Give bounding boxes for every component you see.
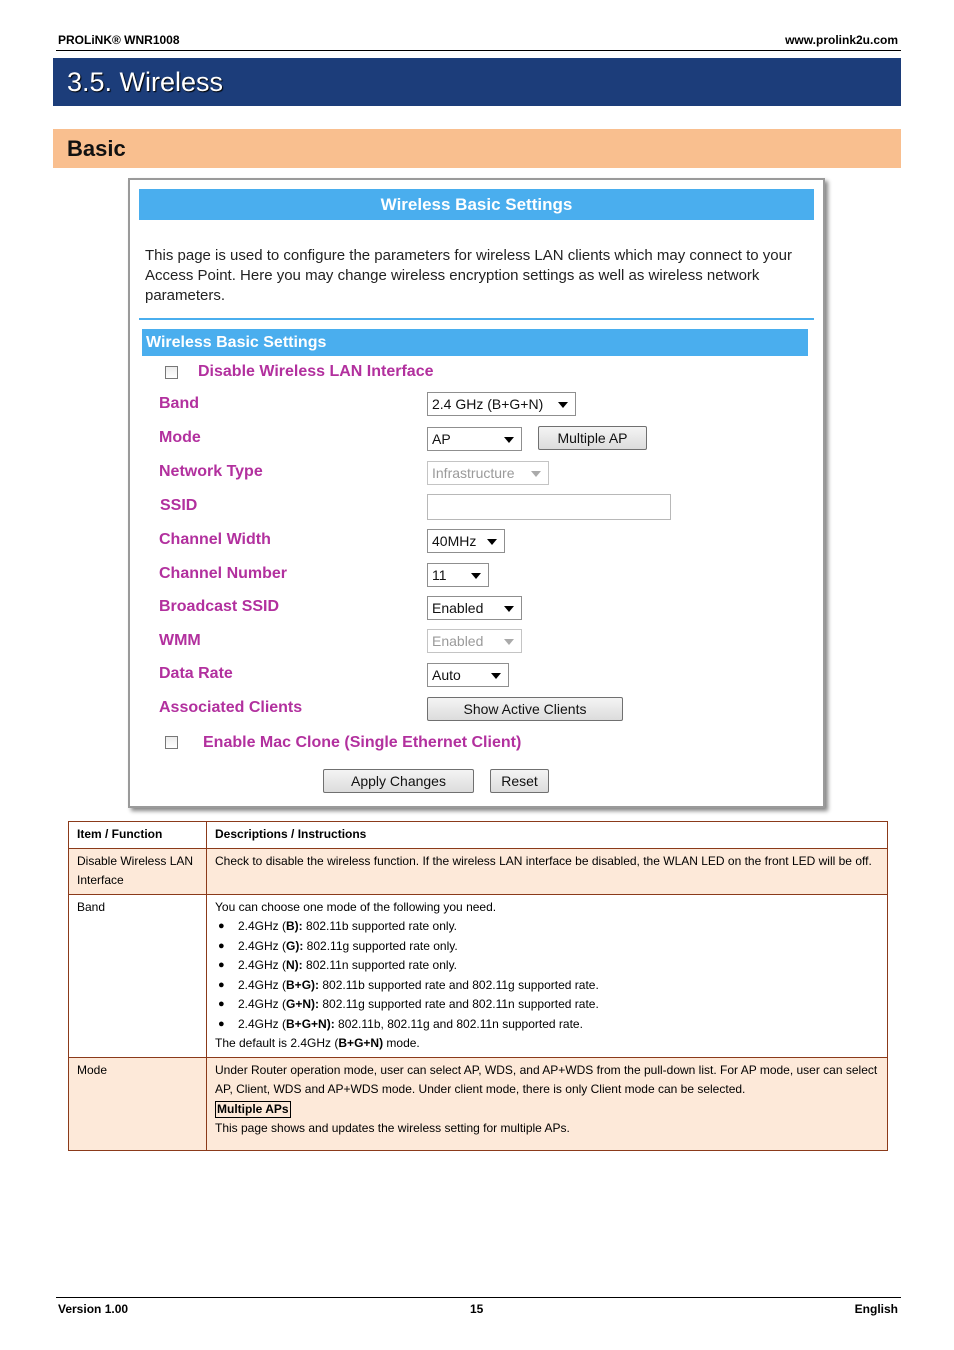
- band-label: Band: [159, 395, 199, 412]
- wmm-label: WMM: [159, 632, 201, 649]
- table-cell-item: Disable Wireless LAN Interface: [69, 848, 207, 894]
- wmm-select[interactable]: [427, 629, 522, 653]
- table-row: [69, 1057, 888, 1150]
- header-divider: [56, 50, 901, 51]
- header-product: PROLiNK® WNR1008: [58, 33, 180, 47]
- screenshot-divider: [139, 318, 814, 320]
- table-cell-description: [207, 1057, 888, 1150]
- reset-button[interactable]: Reset: [490, 769, 549, 793]
- table-row: [69, 848, 888, 894]
- ssid-input[interactable]: [427, 494, 671, 520]
- chevron-down-icon: [504, 606, 514, 612]
- multiple-aps-description: This page shows and updates the wireless setting for multiple APs.: [215, 1121, 570, 1135]
- mac-clone-checkbox[interactable]: [165, 736, 178, 749]
- list-item: ● 2.4GHz (N): 802.11n supported rate only.: [238, 956, 879, 976]
- footer-version: Version 1.00: [58, 1302, 129, 1316]
- table-cell-item: Band: [69, 894, 207, 1057]
- header-website: www.prolink2u.com: [785, 33, 898, 47]
- band-options-list: [215, 917, 879, 1034]
- network-type-select[interactable]: [427, 461, 549, 485]
- mac-clone-label: Enable Mac Clone (Single Ethernet Client): [203, 734, 522, 751]
- channel-number-label: Channel Number: [159, 565, 288, 582]
- disable-wlan-label: Disable Wireless LAN Interface: [198, 363, 434, 380]
- list-item: ● 2.4GHz (B+G+N): 802.11b, 802.11g and 802.11n supported rate.: [238, 1015, 879, 1035]
- table-cell-item: Mode: [69, 1057, 207, 1150]
- associated-clients-label: Associated Clients: [159, 699, 303, 716]
- chevron-down-icon: [471, 573, 481, 579]
- band-value: 2.4 GHz (B+G+N): [432, 396, 544, 412]
- show-active-clients-button[interactable]: Show Active Clients: [427, 697, 623, 721]
- mode-select[interactable]: [427, 427, 522, 451]
- band-select[interactable]: [427, 392, 576, 416]
- table-header-description: Descriptions / Instructions: [207, 822, 888, 849]
- footer-divider: [56, 1297, 901, 1298]
- broadcast-ssid-select[interactable]: [427, 596, 522, 620]
- subsection-heading-bar: [53, 129, 901, 168]
- table-row: [69, 894, 888, 1057]
- apply-changes-button[interactable]: Apply Changes: [323, 769, 474, 793]
- section-heading-bar: [53, 58, 901, 106]
- channel-width-select[interactable]: [427, 529, 505, 553]
- chevron-down-icon: [491, 673, 501, 679]
- table-cell-description: Check to disable the wireless function. If the wireless LAN interface be disabled, the WLAN LED on the front LED will be off.: [207, 848, 888, 894]
- table-header-row: [69, 822, 888, 849]
- multiple-aps-heading: Multiple APs: [217, 1101, 289, 1116]
- band-default: The default is 2.4GHz (B+G+N) mode.: [215, 1036, 420, 1050]
- screenshot-description: This page is used to configure the parameters for wireless LAN clients which may connect to your Access Point. Here you may change wireless encryption settings as well as wireless network parameters.: [145, 247, 792, 304]
- subsection-title: Basic: [67, 136, 126, 161]
- screenshot-title: Wireless Basic Settings: [139, 189, 814, 220]
- chevron-down-icon: [504, 437, 514, 443]
- chevron-down-icon: [531, 471, 541, 477]
- broadcast-ssid-label: Broadcast SSID: [159, 598, 280, 615]
- disable-wlan-checkbox[interactable]: [165, 366, 178, 379]
- chevron-down-icon: [558, 402, 568, 408]
- description-table: [68, 821, 888, 1151]
- broadcast-ssid-value: Enabled: [432, 600, 484, 616]
- section-title: 3.5. Wireless: [67, 67, 224, 97]
- footer-page-number: 15: [470, 1302, 484, 1316]
- list-item: ● 2.4GHz (B+G): 802.11b supported rate and 802.11g supported rate.: [238, 976, 879, 996]
- screenshot-subtitle: Wireless Basic Settings: [142, 329, 808, 356]
- table-cell-description: [207, 894, 888, 1057]
- list-item: ● 2.4GHz (G+N): 802.11g supported rate and 802.11n supported rate.: [238, 995, 879, 1015]
- mode-value: AP: [432, 431, 451, 447]
- channel-number-value: 11: [432, 567, 447, 583]
- table-header-item: Item / Function: [69, 822, 207, 849]
- ssid-label: SSID: [160, 497, 198, 514]
- data-rate-label: Data Rate: [159, 665, 233, 682]
- mode-description: Under Router operation mode, user can select AP, WDS, and AP+WDS from the pull-down list. For AP mode, user can select AP, Client, WDS and AP+WDS mode. Under client mode, there is only Client mode can be selected.: [215, 1062, 878, 1096]
- list-item: ● 2.4GHz (B): 802.11b supported rate only.: [238, 917, 879, 937]
- network-type-label: Network Type: [159, 463, 263, 480]
- footer-language: English: [854, 1302, 898, 1316]
- channel-number-select[interactable]: [427, 563, 489, 587]
- data-rate-select[interactable]: [427, 663, 509, 687]
- chevron-down-icon: [504, 639, 514, 645]
- data-rate-value: Auto: [432, 667, 461, 683]
- wmm-value: Enabled: [432, 633, 484, 649]
- mode-label: Mode: [159, 429, 201, 446]
- multiple-ap-button[interactable]: Multiple AP: [538, 426, 647, 450]
- network-type-value: Infrastructure: [432, 465, 515, 481]
- channel-width-value: 40MHz: [432, 533, 477, 549]
- band-intro: You can choose one mode of the following you need.: [215, 899, 497, 914]
- settings-screenshot: [128, 178, 825, 808]
- list-item: ● 2.4GHz (G): 802.11g supported rate only.: [238, 937, 879, 957]
- chevron-down-icon: [487, 539, 497, 545]
- channel-width-label: Channel Width: [159, 531, 271, 548]
